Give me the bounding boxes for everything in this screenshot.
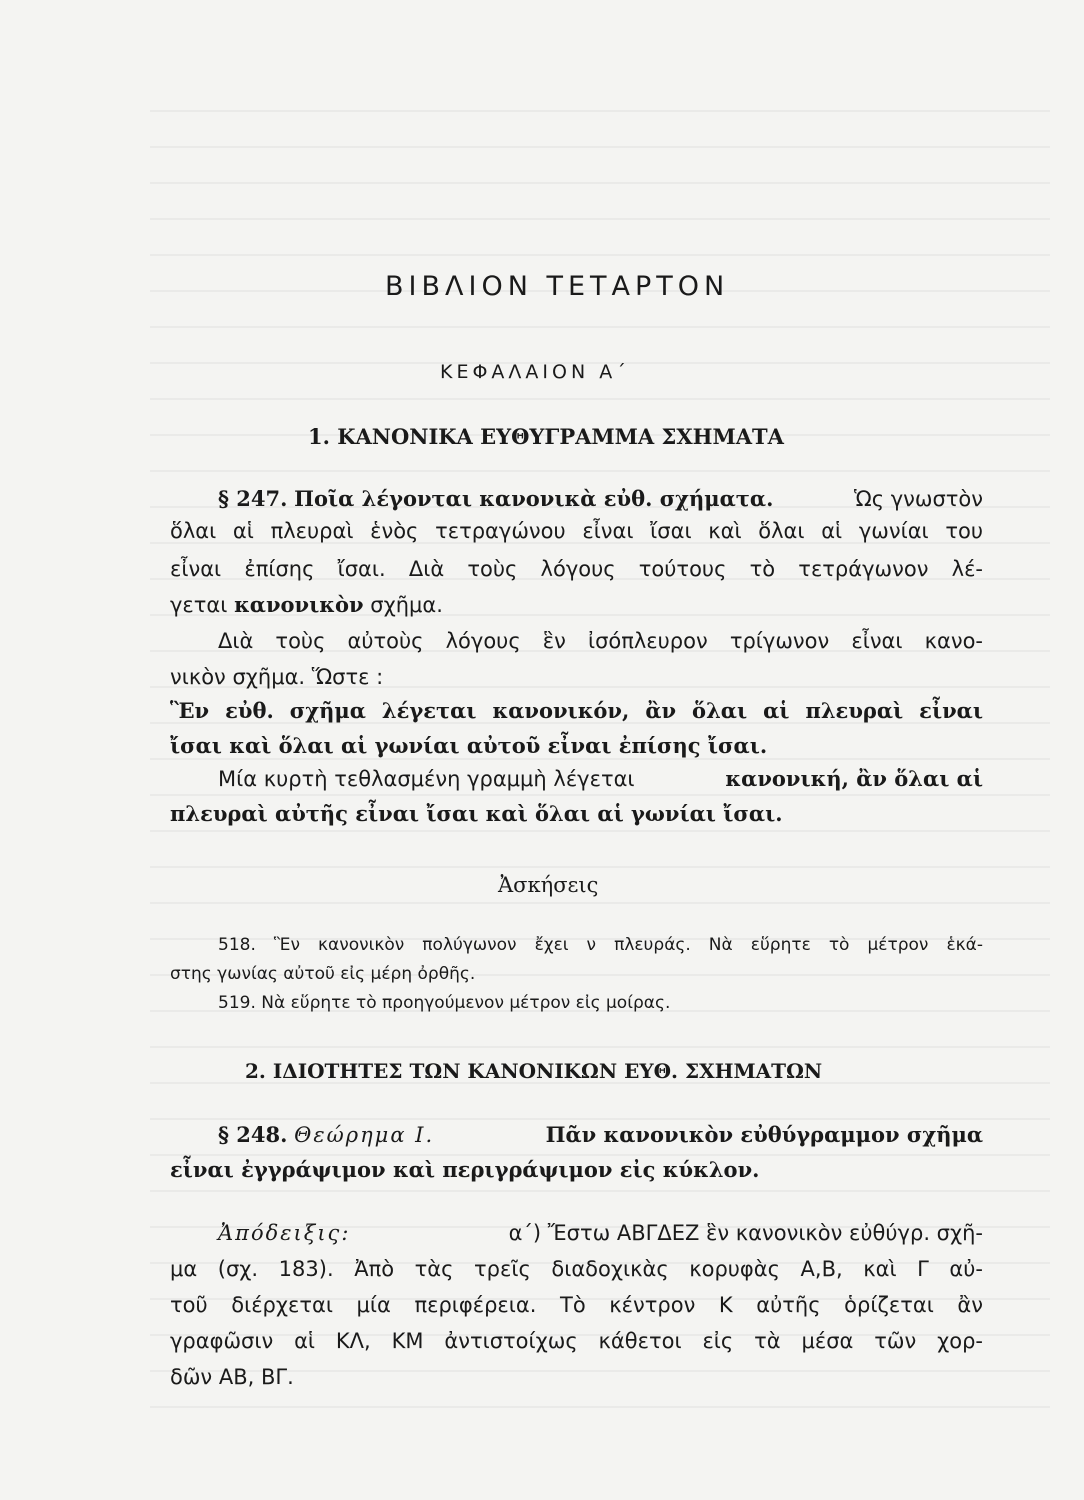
proof-line-1 bbox=[218, 1218, 983, 1248]
definition-line-2: ἴσαι καὶ ὅλαι αἱ γωνίαι αὐτοῦ εἶναι ἐπίσης ἴσαι. bbox=[170, 733, 768, 758]
exercises-title: Ἀσκήσεις bbox=[498, 873, 599, 897]
exercise-518-line-2: στης γωνίας αὐτοῦ εἰς μέρη ὀρθῆς. bbox=[170, 964, 476, 984]
paragraph-247-line-1 bbox=[218, 484, 983, 514]
theorem-statement-part-1: Πᾶν κανονικὸν εὐθύγραμμον σχῆμα bbox=[545, 1122, 983, 1147]
paragraph-247-line-4-c: σχῆμα. bbox=[370, 593, 443, 617]
term-kanonikon: κανονικὸν bbox=[234, 592, 364, 617]
section-title-2: 2. ΙΔΙΟΤΗΤΕΣ ΤΩΝ ΚΑΝΟΝΙΚΩΝ ΕΥΘ. ΣΧΗΜΑΤΩΝ bbox=[245, 1059, 823, 1083]
paragraph-number-247: § 247. bbox=[218, 486, 288, 511]
paragraph-b-line-2: νικὸν σχῆμα. Ὥστε : bbox=[170, 665, 384, 689]
paragraph-c-line-1-b: κανονική, ἂν ὅλαι αἱ bbox=[725, 766, 983, 791]
paragraph-c-line-2: πλευραὶ αὐτῆς εἶναι ἴσαι καὶ ὅλαι αἱ γωνίαι ἴσαι. bbox=[170, 801, 783, 826]
paragraph-c-line-1-a: Μία κυρτὴ τεθλασμένη γραμμὴ λέγεται bbox=[218, 767, 635, 791]
paragraph-247-line-1-text: Ὡς γνωστὸν bbox=[854, 487, 983, 511]
proof-line-1-text: α΄) Ἔστω ΑΒΓΔΕΖ ἓν κανονικὸν εὐθύγρ. σχῆ- bbox=[508, 1221, 983, 1245]
exercise-518-line-1: 518. Ἓν κανονικὸν πολύγωνον ἔχει ν πλευράς. Νὰ εὕρητε τὸ μέτρον ἑκά- bbox=[218, 935, 983, 955]
chapter-heading: ΚΕΦΑΛΑΙΟΝ Α΄ bbox=[440, 361, 630, 383]
section-title-1: 1. ΚΑΝΟΝΙΚΑ ΕΥΘΥΓΡΑΜΜΑ ΣΧΗΜΑΤΑ bbox=[308, 424, 784, 449]
paragraph-247-line-3: εἶναι ἐπίσης ἴσαι. Διὰ τοὺς λόγους τούτους τὸ τετράγωνον λέ- bbox=[170, 557, 983, 581]
proof-label: Ἀπόδειξις: bbox=[218, 1221, 351, 1245]
theorem-label: Θεώρημα Ι. bbox=[294, 1123, 435, 1147]
proof-line-3: τοῦ διέρχεται μία περιφέρεια. Τὸ κέντρον Κ αὐτῆς ὁρίζεται ἂν bbox=[170, 1293, 983, 1317]
exercise-519: 519. Νὰ εὕρητε τὸ προηγούμενον μέτρον εἰς μοίρας. bbox=[218, 993, 671, 1013]
paragraph-247-line-4-a: γεται bbox=[170, 593, 228, 617]
proof-line-4: γραφῶσιν αἱ ΚΛ, ΚΜ ἀντιστοίχως κάθετοι εἰς τὰ μέσα τῶν χορ- bbox=[170, 1329, 983, 1353]
paragraph-b-line-1: Διὰ τοὺς αὐτοὺς λόγους ἓν ἰσόπλευρον τρίγωνον εἶναι κανο- bbox=[218, 629, 983, 653]
paragraph-248-line-1 bbox=[218, 1120, 983, 1150]
theorem-statement-line-2: εἶναι ἐγγράψιμον καὶ περιγράψιμον εἰς κύκλον. bbox=[170, 1157, 760, 1182]
book-title: ΒΙΒΛΙΟΝ ΤΕΤΑΡΤΟΝ bbox=[385, 271, 730, 302]
proof-line-2: μα (σχ. 183). Ἀπὸ τὰς τρεῖς διαδοχικὰς κορυφὰς Α,Β, καὶ Γ αὐ- bbox=[170, 1257, 983, 1281]
paragraph-247-line-4 bbox=[170, 590, 443, 620]
paragraph-number-248: § 248. bbox=[218, 1122, 288, 1147]
definition-line-1: Ἓν εὐθ. σχῆμα λέγεται κανονικόν, ἂν ὅλαι αἱ πλευραὶ εἶναι bbox=[170, 698, 983, 723]
paragraph-c-line-1 bbox=[218, 764, 983, 794]
proof-line-5: δῶν ΑΒ, ΒΓ. bbox=[170, 1365, 294, 1389]
paragraph-247-heading: Ποῖα λέγονται κανονικὰ εὐθ. σχήματα. bbox=[294, 486, 774, 511]
paragraph-247-line-2: ὅλαι αἱ πλευραὶ ἑνὸς τετραγώνου εἶναι ἴσαι καὶ ὅλαι αἱ γωνίαι του bbox=[170, 519, 983, 543]
